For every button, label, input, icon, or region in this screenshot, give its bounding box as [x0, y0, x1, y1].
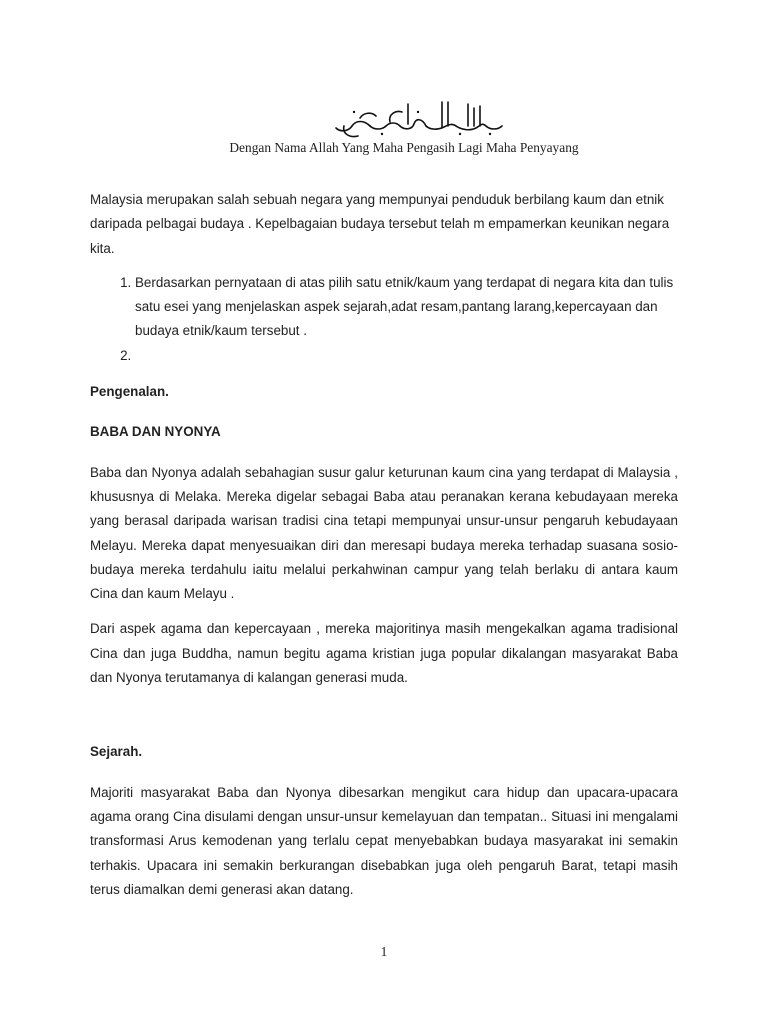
basmalah-calligraphy: [330, 96, 510, 140]
sejarah-paragraph: Majoriti masyarakat Baba dan Nyonya dibesarkan mengikut cara hidup dan upacara-upacara agama orang Cina disulami dengan unsur-unsur kemelayuan dan tempatan.. Situasi ini mengalami transformasi Arus kemodenan yang terlalu cepat menyebabkan budaya masyarakat ini semakin terhakis. Upacara ini semakin berkurangan disebabkan juga oleh pengaruh Barat, tetapi masih terus diamalkan demi generasi akan datang.: [90, 784, 678, 897]
topic-heading: BABA DAN NYONYA: [90, 424, 221, 440]
intro-paragraph: Malaysia merupakan salah sebuah negara yang mempunyai penduduk berbilang kaum dan etnik daripada pelbagai budaya . Kepelbagaian budaya tersebut telah m empamerkan keunikan negara kita.: [90, 192, 670, 256]
question-item: 1. Berdasarkan pernyataan di atas pilih satu etnik/kaum yang terdapat di negara kita dan tulis satu esei yang menjelaskan aspek sejarah,adat resam,pantang larang,kepercayaan dan budaya etnik/kaum tersebut .: [135, 271, 678, 344]
document-body: [90, 188, 678, 902]
question-item: [135, 344, 678, 368]
sejarah-heading: Sejarah.: [90, 744, 143, 760]
religion-paragraph: Dari aspek agama dan kepercayaan , mereka majoritinya masih mengekalkan agama tradisional Cina dan juga Buddha, namun begitu agama kristian juga popular dikalangan masyarakat Baba dan Nyonya terutamanya di kalangan generasi muda.: [90, 621, 678, 686]
question-list: [90, 271, 678, 368]
baba-nyonya-paragraph: Baba dan Nyonya adalah sebahagian susur galur keturunan kaum cina yang terdapat di Malaysia , khususnya di Melaka. Mereka digelar sebagai Baba atau peranakan kerana kebudayaan mereka yang berasal daripada warisan tradisi cina tetapi mempunyai unsur-unsur pengaruh kebudayaan Melayu. Mereka dapat menyesuaikan diri dan meresapi budaya mereka terhadap suasana sosio-budaya mereka terdahulu iaitu melalui perkahwinan campur yang telah berlaku di antara kaum Cina dan kaum Melayu .: [90, 464, 678, 602]
page-number: 1: [380, 944, 388, 959]
bismillah-translation: Dengan Nama Allah Yang Maha Pengasih Lagi Maha Penyayang: [229, 140, 579, 155]
pengenalan-heading: Pengenalan.: [90, 384, 169, 400]
